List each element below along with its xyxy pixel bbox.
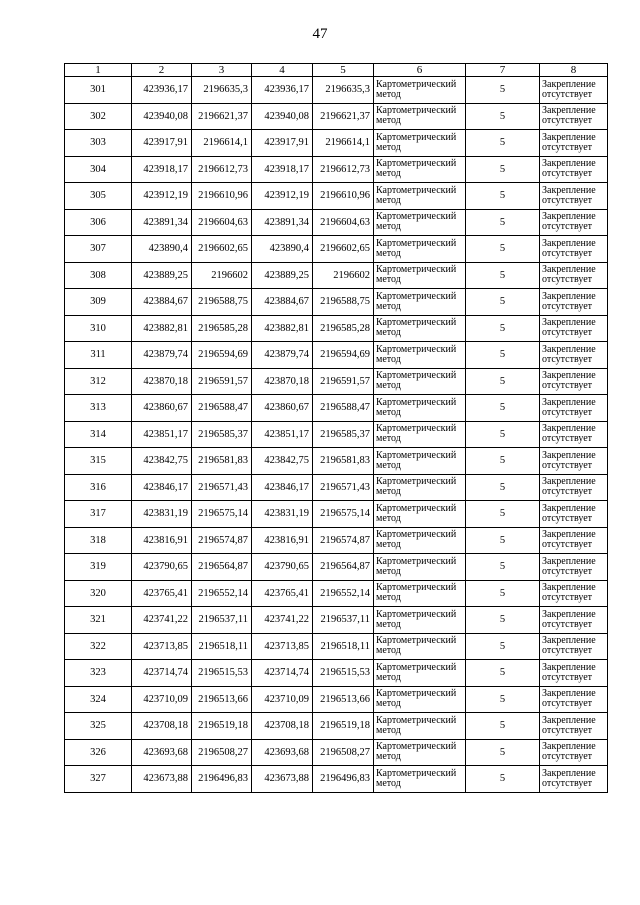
y-coordinate-alt-cell: 2196518,11 [313,633,374,660]
x-coordinate-cell: 423846,17 [132,474,192,501]
x-coordinate-alt-cell: 423884,67 [252,289,313,316]
x-coordinate-cell: 423714,74 [132,660,192,687]
fixing-description-cell: Закрепление отсутствует [540,607,608,634]
y-coordinate-cell: 2196575,14 [192,501,252,528]
y-coordinate-cell: 2196537,11 [192,607,252,634]
x-coordinate-alt-cell: 423714,74 [252,660,313,687]
point-number-cell: 308 [65,262,132,289]
point-number-cell: 313 [65,395,132,422]
method-cell: Картометрический метод [374,501,466,528]
method-cell: Картометрический метод [374,633,466,660]
x-coordinate-alt-cell: 423842,75 [252,448,313,475]
x-coordinate-alt-cell: 423936,17 [252,77,313,104]
x-coordinate-cell: 423816,91 [132,527,192,554]
point-number-cell: 323 [65,660,132,687]
method-cell: Картометрический метод [374,77,466,104]
table-row [65,156,608,183]
y-coordinate-cell: 2196591,57 [192,368,252,395]
table-row [65,209,608,236]
y-coordinate-cell: 2196518,11 [192,633,252,660]
fixing-description-cell: Закрепление отсутствует [540,421,608,448]
x-coordinate-alt-cell: 423851,17 [252,421,313,448]
x-coordinate-alt-cell: 423890,4 [252,236,313,263]
y-coordinate-alt-cell: 2196513,66 [313,686,374,713]
table-row [65,103,608,130]
y-coordinate-cell: 2196513,66 [192,686,252,713]
point-number-cell: 310 [65,315,132,342]
x-coordinate-cell: 423870,18 [132,368,192,395]
y-coordinate-cell: 2196594,69 [192,342,252,369]
method-cell: Картометрический метод [374,580,466,607]
y-coordinate-cell: 2196588,47 [192,395,252,422]
fixing-description-cell: Закрепление отсутствует [540,77,608,104]
x-coordinate-alt-cell: 423708,18 [252,713,313,740]
accuracy-cell: 5 [466,209,540,236]
fixing-description-cell: Закрепление отсутствует [540,633,608,660]
y-coordinate-cell: 2196621,37 [192,103,252,130]
y-coordinate-alt-cell: 2196602,65 [313,236,374,263]
x-coordinate-cell: 423912,19 [132,183,192,210]
y-coordinate-cell: 2196496,83 [192,766,252,793]
y-coordinate-cell: 2196519,18 [192,713,252,740]
accuracy-cell: 5 [466,527,540,554]
y-coordinate-alt-cell: 2196594,69 [313,342,374,369]
x-coordinate-cell: 423693,68 [132,739,192,766]
y-coordinate-cell: 2196585,28 [192,315,252,342]
point-number-cell: 325 [65,713,132,740]
fixing-description-cell: Закрепление отсутствует [540,183,608,210]
accuracy-cell: 5 [466,766,540,793]
table-row [65,607,608,634]
fixing-description-cell: Закрепление отсутствует [540,660,608,687]
fixing-description-cell: Закрепление отсутствует [540,289,608,316]
fixing-description-cell: Закрепление отсутствует [540,501,608,528]
y-coordinate-alt-cell: 2196581,83 [313,448,374,475]
method-cell: Картометрический метод [374,448,466,475]
y-coordinate-alt-cell: 2196574,87 [313,527,374,554]
accuracy-cell: 5 [466,77,540,104]
point-number-cell: 322 [65,633,132,660]
y-coordinate-alt-cell: 2196519,18 [313,713,374,740]
fixing-description-cell: Закрепление отсутствует [540,527,608,554]
method-cell: Картометрический метод [374,342,466,369]
y-coordinate-cell: 2196564,87 [192,554,252,581]
table-row [65,368,608,395]
fixing-description-cell: Закрепление отсутствует [540,474,608,501]
y-coordinate-alt-cell: 2196585,28 [313,315,374,342]
fixing-description-cell: Закрепление отсутствует [540,209,608,236]
point-number-cell: 327 [65,766,132,793]
y-coordinate-alt-cell: 2196588,47 [313,395,374,422]
point-number-cell: 304 [65,156,132,183]
y-coordinate-alt-cell: 2196621,37 [313,103,374,130]
table-row [65,421,608,448]
column-header-3: 3 [192,64,252,77]
x-coordinate-alt-cell: 423860,67 [252,395,313,422]
method-cell: Картометрический метод [374,421,466,448]
accuracy-cell: 5 [466,183,540,210]
x-coordinate-alt-cell: 423846,17 [252,474,313,501]
method-cell: Картометрический метод [374,368,466,395]
point-number-cell: 311 [65,342,132,369]
fixing-description-cell: Закрепление отсутствует [540,766,608,793]
accuracy-cell: 5 [466,103,540,130]
y-coordinate-alt-cell: 2196602 [313,262,374,289]
x-coordinate-alt-cell: 423710,09 [252,686,313,713]
column-header-7: 7 [466,64,540,77]
method-cell: Картометрический метод [374,130,466,157]
y-coordinate-alt-cell: 2196571,43 [313,474,374,501]
point-number-cell: 301 [65,77,132,104]
y-coordinate-alt-cell: 2196537,11 [313,607,374,634]
column-header-5: 5 [313,64,374,77]
column-header-6: 6 [374,64,466,77]
table-row [65,739,608,766]
method-cell: Картометрический метод [374,395,466,422]
x-coordinate-cell: 423765,41 [132,580,192,607]
x-coordinate-cell: 423673,88 [132,766,192,793]
point-number-cell: 306 [65,209,132,236]
fixing-description-cell: Закрепление отсутствует [540,315,608,342]
method-cell: Картометрический метод [374,156,466,183]
x-coordinate-cell: 423917,91 [132,130,192,157]
y-coordinate-alt-cell: 2196508,27 [313,739,374,766]
accuracy-cell: 5 [466,580,540,607]
fixing-description-cell: Закрепление отсутствует [540,236,608,263]
accuracy-cell: 5 [466,686,540,713]
x-coordinate-cell: 423713,85 [132,633,192,660]
point-number-cell: 305 [65,183,132,210]
x-coordinate-alt-cell: 423693,68 [252,739,313,766]
column-header-2: 2 [132,64,192,77]
x-coordinate-cell: 423879,74 [132,342,192,369]
y-coordinate-cell: 2196614,1 [192,130,252,157]
y-coordinate-alt-cell: 2196604,63 [313,209,374,236]
table-row [65,660,608,687]
accuracy-cell: 5 [466,713,540,740]
fixing-description-cell: Закрепление отсутствует [540,342,608,369]
table-row [65,183,608,210]
method-cell: Картометрический метод [374,527,466,554]
x-coordinate-cell: 423851,17 [132,421,192,448]
method-cell: Картометрический метод [374,183,466,210]
y-coordinate-alt-cell: 2196496,83 [313,766,374,793]
method-cell: Картометрический метод [374,660,466,687]
y-coordinate-alt-cell: 2196552,14 [313,580,374,607]
x-coordinate-alt-cell: 423940,08 [252,103,313,130]
x-coordinate-cell: 423936,17 [132,77,192,104]
column-header-1: 1 [65,64,132,77]
table-row [65,342,608,369]
accuracy-cell: 5 [466,660,540,687]
accuracy-cell: 5 [466,156,540,183]
table-row [65,130,608,157]
y-coordinate-alt-cell: 2196515,53 [313,660,374,687]
point-number-cell: 321 [65,607,132,634]
y-coordinate-alt-cell: 2196612,73 [313,156,374,183]
fixing-description-cell: Закрепление отсутствует [540,554,608,581]
x-coordinate-cell: 423842,75 [132,448,192,475]
method-cell: Картометрический метод [374,209,466,236]
x-coordinate-cell: 423891,34 [132,209,192,236]
x-coordinate-alt-cell: 423790,65 [252,554,313,581]
fixing-description-cell: Закрепление отсутствует [540,686,608,713]
accuracy-cell: 5 [466,395,540,422]
point-number-cell: 320 [65,580,132,607]
y-coordinate-cell: 2196574,87 [192,527,252,554]
accuracy-cell: 5 [466,289,540,316]
fixing-description-cell: Закрепление отсутствует [540,739,608,766]
accuracy-cell: 5 [466,739,540,766]
accuracy-cell: 5 [466,474,540,501]
point-number-cell: 302 [65,103,132,130]
accuracy-cell: 5 [466,633,540,660]
x-coordinate-cell: 423831,19 [132,501,192,528]
accuracy-cell: 5 [466,368,540,395]
x-coordinate-cell: 423889,25 [132,262,192,289]
accuracy-cell: 5 [466,607,540,634]
fixing-description-cell: Закрепление отсутствует [540,713,608,740]
x-coordinate-cell: 423918,17 [132,156,192,183]
y-coordinate-cell: 2196581,83 [192,448,252,475]
table-row [65,554,608,581]
x-coordinate-alt-cell: 423879,74 [252,342,313,369]
point-number-cell: 307 [65,236,132,263]
table-body [65,77,608,793]
fixing-description-cell: Закрепление отсутствует [540,580,608,607]
table-row [65,236,608,263]
x-coordinate-alt-cell: 423816,91 [252,527,313,554]
x-coordinate-cell: 423708,18 [132,713,192,740]
x-coordinate-alt-cell: 423882,81 [252,315,313,342]
accuracy-cell: 5 [466,262,540,289]
x-coordinate-cell: 423860,67 [132,395,192,422]
page-number: 47 [312,26,328,42]
table-row [65,474,608,501]
table-row [65,580,608,607]
table-row [65,77,608,104]
method-cell: Картометрический метод [374,686,466,713]
point-number-cell: 303 [65,130,132,157]
method-cell: Картометрический метод [374,766,466,793]
table-row [65,448,608,475]
y-coordinate-alt-cell: 2196614,1 [313,130,374,157]
x-coordinate-alt-cell: 423741,22 [252,607,313,634]
y-coordinate-cell: 2196571,43 [192,474,252,501]
method-cell: Картометрический метод [374,554,466,581]
x-coordinate-alt-cell: 423891,34 [252,209,313,236]
accuracy-cell: 5 [466,554,540,581]
y-coordinate-cell: 2196602 [192,262,252,289]
accuracy-cell: 5 [466,342,540,369]
x-coordinate-cell: 423890,4 [132,236,192,263]
y-coordinate-alt-cell: 2196591,57 [313,368,374,395]
x-coordinate-alt-cell: 423765,41 [252,580,313,607]
point-number-cell: 315 [65,448,132,475]
accuracy-cell: 5 [466,130,540,157]
y-coordinate-alt-cell: 2196588,75 [313,289,374,316]
y-coordinate-alt-cell: 2196585,37 [313,421,374,448]
y-coordinate-alt-cell: 2196564,87 [313,554,374,581]
fixing-description-cell: Закрепление отсутствует [540,368,608,395]
accuracy-cell: 5 [466,448,540,475]
fixing-description-cell: Закрепление отсутствует [540,448,608,475]
y-coordinate-cell: 2196602,65 [192,236,252,263]
fixing-description-cell: Закрепление отсутствует [540,130,608,157]
y-coordinate-alt-cell: 2196635,3 [313,77,374,104]
y-coordinate-cell: 2196508,27 [192,739,252,766]
method-cell: Картометрический метод [374,713,466,740]
method-cell: Картометрический метод [374,103,466,130]
table-header-row [65,64,608,77]
method-cell: Картометрический метод [374,236,466,263]
table-row [65,766,608,793]
table-row [65,395,608,422]
y-coordinate-cell: 2196604,63 [192,209,252,236]
table-row [65,289,608,316]
method-cell: Картометрический метод [374,262,466,289]
coordinates-table [64,63,608,793]
column-header-8: 8 [540,64,608,77]
y-coordinate-alt-cell: 2196610,96 [313,183,374,210]
point-number-cell: 312 [65,368,132,395]
accuracy-cell: 5 [466,315,540,342]
x-coordinate-alt-cell: 423713,85 [252,633,313,660]
table-row [65,713,608,740]
x-coordinate-cell: 423884,67 [132,289,192,316]
point-number-cell: 316 [65,474,132,501]
point-number-cell: 326 [65,739,132,766]
x-coordinate-cell: 423741,22 [132,607,192,634]
point-number-cell: 317 [65,501,132,528]
fixing-description-cell: Закрепление отсутствует [540,395,608,422]
x-coordinate-cell: 423790,65 [132,554,192,581]
x-coordinate-alt-cell: 423918,17 [252,156,313,183]
x-coordinate-alt-cell: 423912,19 [252,183,313,210]
table-row [65,633,608,660]
table-row [65,315,608,342]
x-coordinate-alt-cell: 423870,18 [252,368,313,395]
x-coordinate-cell: 423882,81 [132,315,192,342]
y-coordinate-alt-cell: 2196575,14 [313,501,374,528]
y-coordinate-cell: 2196588,75 [192,289,252,316]
accuracy-cell: 5 [466,421,540,448]
accuracy-cell: 5 [466,236,540,263]
point-number-cell: 318 [65,527,132,554]
table-row [65,262,608,289]
x-coordinate-alt-cell: 423673,88 [252,766,313,793]
y-coordinate-cell: 2196610,96 [192,183,252,210]
x-coordinate-cell: 423710,09 [132,686,192,713]
x-coordinate-alt-cell: 423889,25 [252,262,313,289]
table-row [65,527,608,554]
point-number-cell: 324 [65,686,132,713]
table-row [65,501,608,528]
method-cell: Картометрический метод [374,607,466,634]
y-coordinate-cell: 2196585,37 [192,421,252,448]
method-cell: Картометрический метод [374,289,466,316]
method-cell: Картометрический метод [374,739,466,766]
fixing-description-cell: Закрепление отсутствует [540,103,608,130]
y-coordinate-cell: 2196515,53 [192,660,252,687]
table-row [65,686,608,713]
x-coordinate-alt-cell: 423917,91 [252,130,313,157]
point-number-cell: 309 [65,289,132,316]
point-number-cell: 314 [65,421,132,448]
accuracy-cell: 5 [466,501,540,528]
fixing-description-cell: Закрепление отсутствует [540,262,608,289]
x-coordinate-cell: 423940,08 [132,103,192,130]
y-coordinate-cell: 2196635,3 [192,77,252,104]
fixing-description-cell: Закрепление отсутствует [540,156,608,183]
y-coordinate-cell: 2196612,73 [192,156,252,183]
method-cell: Картометрический метод [374,474,466,501]
x-coordinate-alt-cell: 423831,19 [252,501,313,528]
method-cell: Картометрический метод [374,315,466,342]
column-header-4: 4 [252,64,313,77]
y-coordinate-cell: 2196552,14 [192,580,252,607]
point-number-cell: 319 [65,554,132,581]
